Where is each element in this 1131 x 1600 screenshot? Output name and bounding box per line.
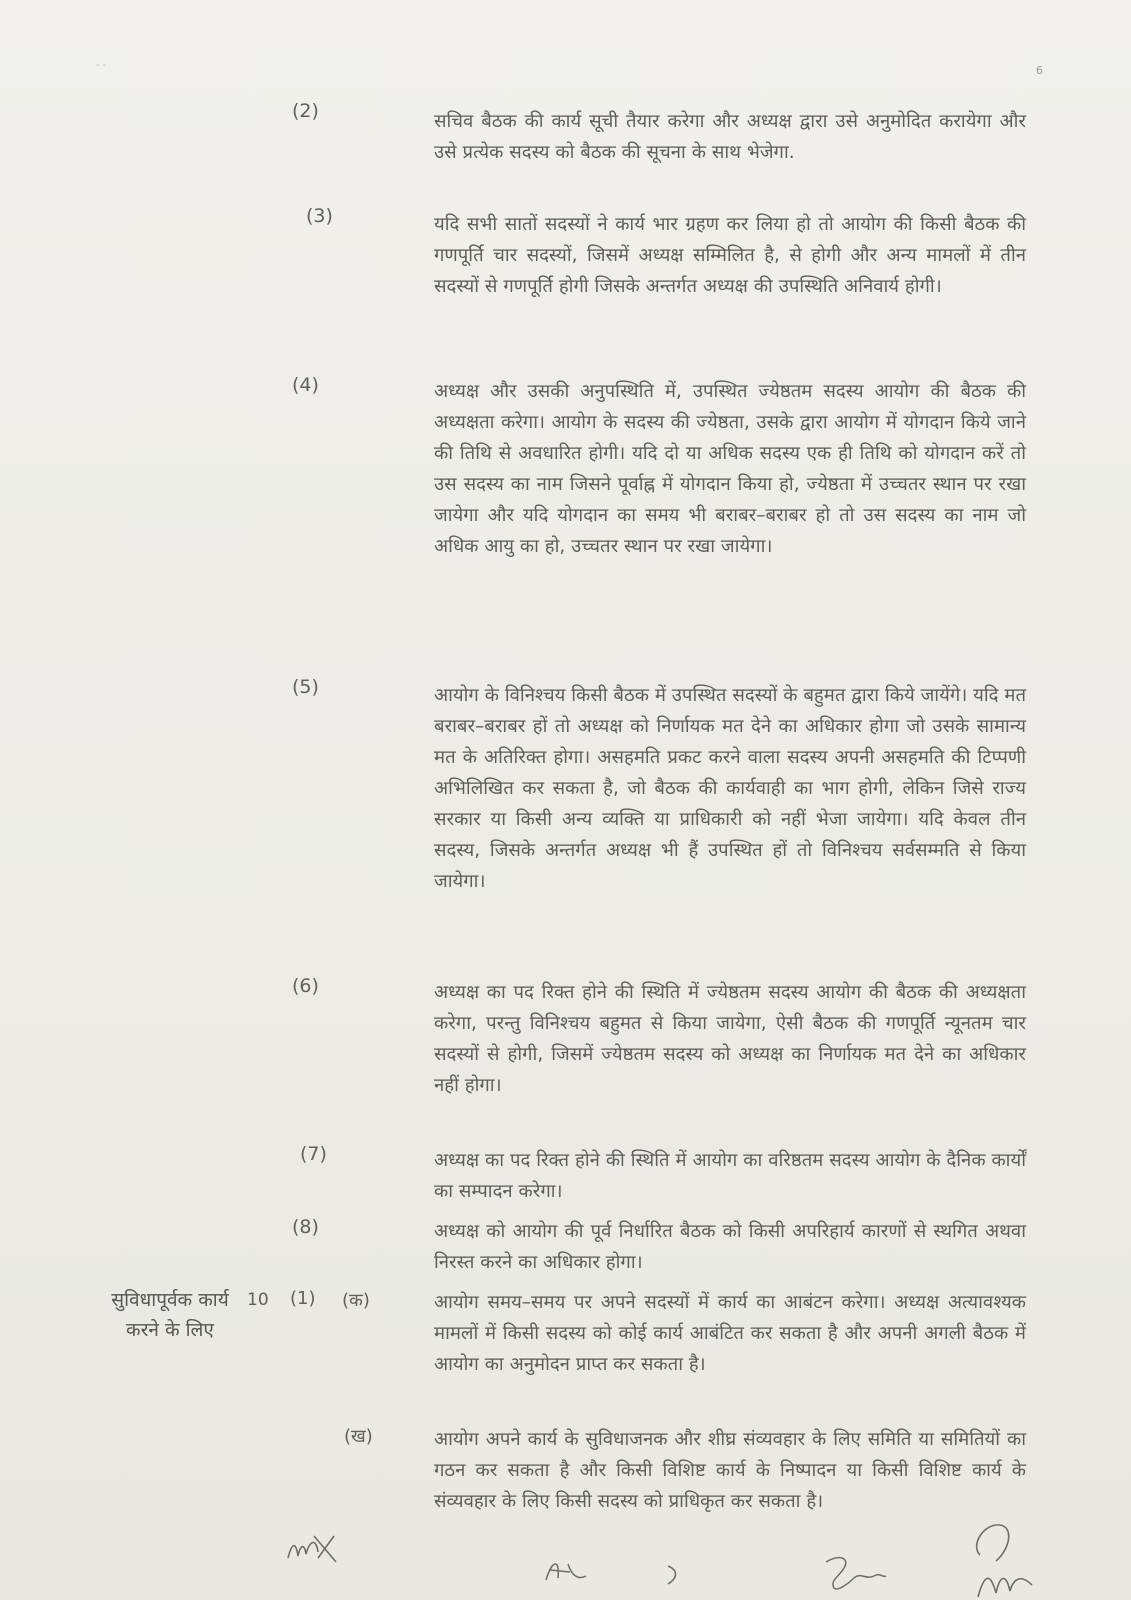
clause-number-6: (6)	[292, 975, 319, 997]
handwritten-initials-1	[540, 1550, 600, 1590]
sub-clause-kha-text: आयोग अपने कार्य के सुविधाजनक और शीघ्र संव्यवहार के लिए समिति या समितियों का गठन कर सकता है और किसी विशिष्ट कार्य के निष्पादन या किसी विशिष्ट कार्य के संव्यवहार के लिए किसी सदस्य को प्राधिकृत कर सकता है।	[434, 1429, 1026, 1512]
edge-mark: - -	[96, 60, 107, 71]
sub-clause-ka-text: आयोग समय–समय पर अपने सदस्यों में कार्य का आबंटन करेगा। अध्यक्ष अत्यावश्यक मामलों में किसी सदस्य को कोई कार्य आबंटित कर सकता है और अपनी अगली बैठक में आयोग का अनुमोदन प्राप्त कर सकता है।	[434, 1292, 1026, 1375]
clause-text-2: सचिव बैठक की कार्य सूची तैयार करेगा और अध्यक्ष द्वारा उसे अनुमोदित करायेगा और उसे प्रत्येक सदस्य को बैठक की सूचना के साथ भेजेगा.	[434, 111, 1026, 163]
page-number: 6	[1036, 64, 1043, 77]
clause-text-4: अध्यक्ष और उसकी अनुपस्थिति में, उपस्थित ज्येष्ठतम सदस्य आयोग की बैठक की अध्यक्षता करेगा। आयोग के सदस्य की ज्येष्ठता, उसके द्वारा आयोग में योगदान किये जाने की तिथि से अवधारित होगी। यदि दो या अधिक सदस्य एक ही तिथि को योगदान करें तो उस सदस्य का नाम जिसने पूर्वाह्न में योगदान किया हो, ज्येष्ठता में उच्चतर स्थान पर रखा जायेगा और यदि योगदान का समय भी बराबर–बराबर हो तो उस सदस्य का नाम जो अधिक आयु का हो, उच्चतर स्थान पर रखा जायेगा।	[434, 381, 1026, 557]
handwritten-signature-1	[820, 1550, 890, 1595]
clause-number-8: (8)	[292, 1216, 319, 1238]
clause-number-3: (3)	[306, 205, 333, 227]
handwritten-initials-left	[284, 1528, 344, 1568]
section-side-heading: सुविधापूर्वक कार्य करने के लिए	[111, 1289, 229, 1341]
handwritten-initials-2	[660, 1560, 690, 1590]
handwritten-signature-2	[960, 1515, 1040, 1600]
clause-text-7: अध्यक्ष का पद रिक्त होने की स्थिति में आयोग का वरिष्ठतम सदस्य आयोग के दैनिक कार्यों का सम्पादन करेगा।	[434, 1150, 1026, 1202]
clause-text-8: अध्यक्ष को आयोग की पूर्व निर्धारित बैठक को किसी अपरिहार्य कारणों से स्थगित अथवा निरस्त करने का अधिकार होगा।	[434, 1221, 1026, 1273]
section-number: 10	[247, 1290, 269, 1310]
clause-number-5: (5)	[292, 676, 319, 698]
sub-clause-ka-label: (क)	[342, 1290, 370, 1311]
clause-number-7: (7)	[300, 1143, 327, 1165]
clause-number-4: (4)	[292, 374, 319, 396]
sub-section-number: (1)	[290, 1288, 316, 1309]
clause-number-2: (2)	[292, 100, 319, 122]
clause-text-5: आयोग के विनिश्चय किसी बैठक में उपस्थित सदस्यों के बहुमत द्वारा किये जायेंगे। यदि मत बराबर–बराबर हों तो अध्यक्ष को निर्णायक मत देने का अधिकार होगा जो उसके सामान्य मत के अतिरिक्त होगा। असहमति प्रकट करने वाला सदस्य अपनी असहमति की टिप्पणी अभिलिखित कर सकता है, जो बैठक की कार्यवाही का भाग होगी, लेकिन जिसे राज्य सरकार या किसी अन्य व्यक्ति या प्राधिकारी को नहीं भेजा जायेगा। यदि केवल तीन सदस्य, जिसके अन्तर्गत अध्यक्ष भी हैं उपस्थित हों तो विनिश्चय सर्वसम्मति से किया जायेगा।	[434, 685, 1026, 892]
sub-clause-kha-label: (ख)	[344, 1426, 373, 1447]
clause-text-6: अध्यक्ष का पद रिक्त होने की स्थिति में ज्येष्ठतम सदस्य आयोग की बैठक की अध्यक्षता करेगा, परन्तु विनिश्चय बहुमत से किया जायेगा, ऐसी बैठक की गणपूर्ति न्यूनतम चार सदस्यों से होगी, जिसमें ज्येष्ठतम सदस्य को अध्यक्ष का निर्णायक मत देने का अधिकार नहीं होगा।	[434, 982, 1026, 1096]
clause-text-3: यदि सभी सातों सदस्यों ने कार्य भार ग्रहण कर लिया हो तो आयोग की किसी बैठक की गणपूर्ति चार सदस्यों, जिसमें अध्यक्ष सम्मिलित है, से होगी और अन्य मामलों में तीन सदस्यों से गणपूर्ति होगी जिसके अन्तर्गत अध्यक्ष की उपस्थिति अनिवार्य होगी।	[434, 214, 1026, 297]
